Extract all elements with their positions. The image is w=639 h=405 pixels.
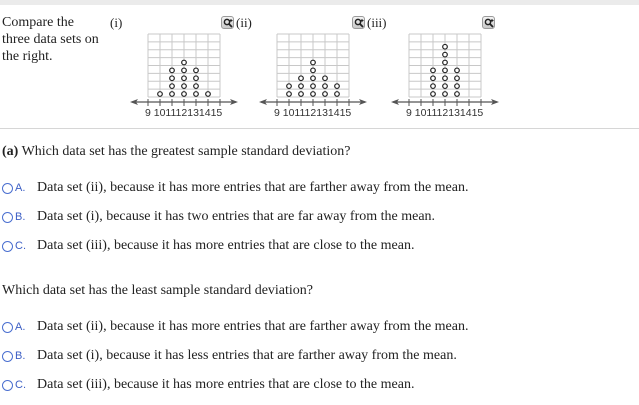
question-b: Which data set has the least sample standard deviation?	[2, 283, 314, 298]
option-letter: A.	[15, 321, 26, 333]
svg-text:9 101112131415: 9 101112131415	[274, 107, 352, 119]
option-text: Data set (ii), because it has more entries that are farther away from the mean.	[37, 319, 469, 334]
option-text: Data set (i), because it has two entries that are far away from the mean.	[37, 209, 436, 224]
option-letter: C.	[15, 240, 26, 252]
option-a-A[interactable]	[2, 180, 468, 196]
plot-label-i: (i)	[110, 15, 123, 30]
question-a-prefix: (a)	[2, 144, 19, 159]
option-b-B[interactable]	[2, 348, 457, 364]
svg-text:9 101112131415: 9 101112131415	[145, 107, 223, 119]
option-letter: B.	[15, 211, 26, 223]
option-text: Data set (iii), because it has more entries that are close to the mean.	[37, 377, 415, 392]
option-text: Data set (i), because it has less entries that are farther away from the mean.	[37, 348, 457, 363]
intro-line: Compare the	[2, 15, 74, 30]
option-letter: A.	[15, 182, 26, 194]
radio-button[interactable]	[2, 351, 13, 362]
radio-button[interactable]	[2, 241, 13, 252]
radio-button[interactable]	[2, 183, 13, 194]
option-letter: C.	[15, 379, 26, 391]
plot-label-ii: (ii)	[236, 15, 252, 30]
option-b-A[interactable]	[2, 319, 468, 335]
intro-line: the right.	[2, 49, 53, 64]
question-a-text: Which data set has the greatest sample standard deviation?	[18, 144, 351, 159]
question-a	[2, 144, 350, 160]
svg-text:9 101112131415: 9 101112131415	[406, 107, 484, 119]
radio-button[interactable]	[2, 322, 13, 333]
option-text: Data set (iii), because it has more entries that are close to the mean.	[37, 238, 415, 253]
option-a-C[interactable]	[2, 238, 414, 254]
plot-label-iii: (iii)	[367, 15, 387, 30]
option-text: Data set (ii), because it has more entries that are farther away from the mean.	[37, 180, 469, 195]
dot-plot-iii	[0, 0, 639, 125]
option-a-B[interactable]	[2, 209, 435, 225]
radio-button[interactable]	[2, 212, 13, 223]
option-letter: B.	[15, 350, 26, 362]
divider	[0, 128, 639, 129]
option-b-C[interactable]	[2, 377, 414, 393]
radio-button[interactable]	[2, 380, 13, 391]
intro-line: three data sets on	[2, 32, 99, 47]
